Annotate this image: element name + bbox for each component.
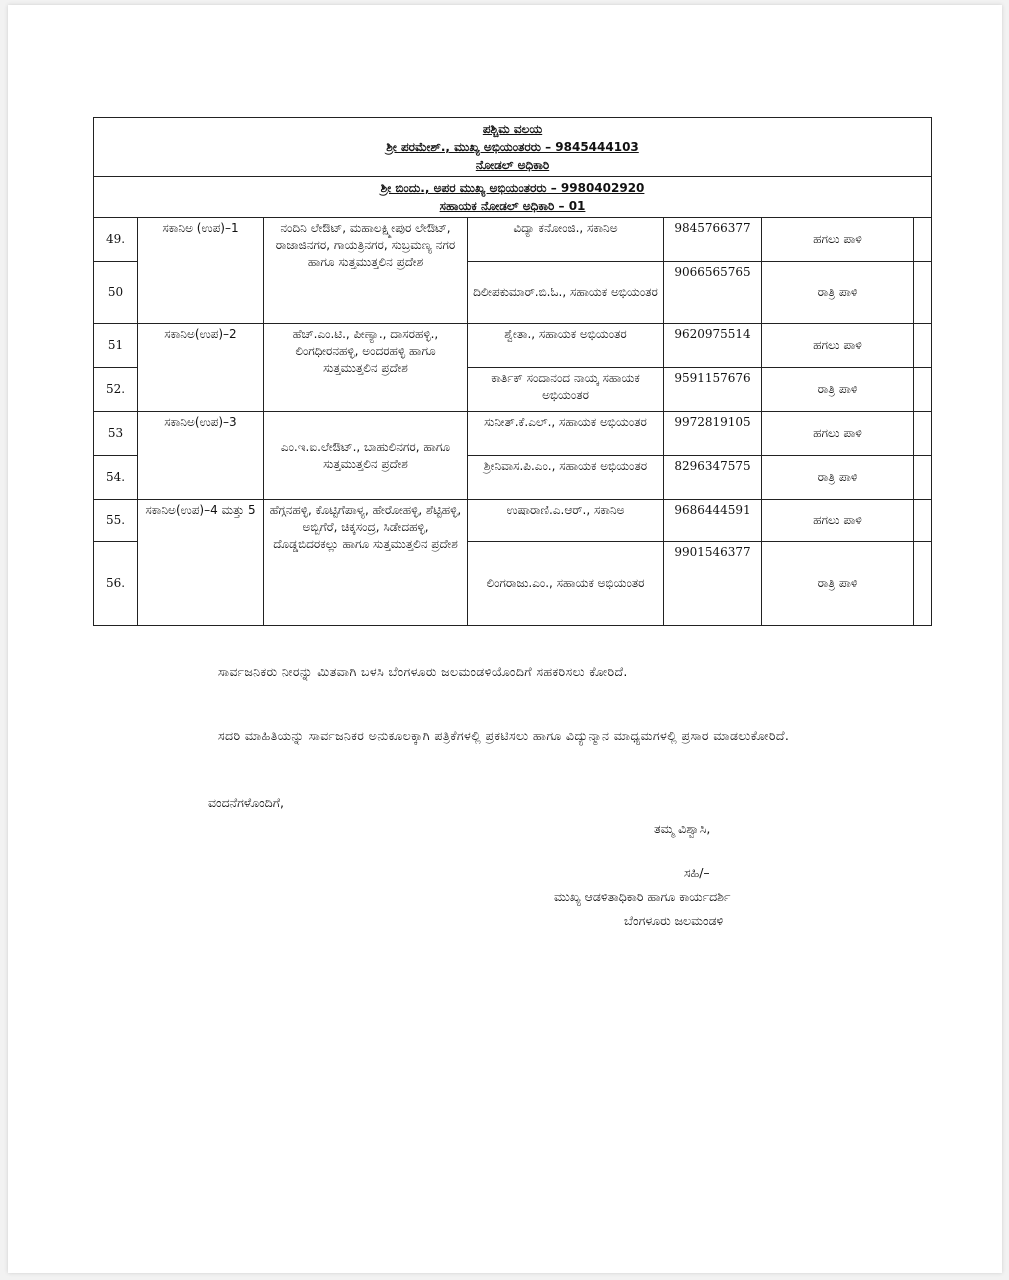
empty-cell <box>914 368 932 412</box>
unit-cell: ಸಕಾನಿಅ(ಉಪ)–4 ಮತ್ತು 5 <box>138 500 264 626</box>
table-row <box>94 412 932 456</box>
unit-cell: ಸಕಾನಿಅ (ಉಪ)–1 <box>138 218 264 324</box>
row-number: 52. <box>94 368 138 412</box>
request-paragraph: ಸಾರ್ವಜನಿಕರು ನೀರನ್ನು ಮಿತವಾಗಿ ಬಳಸಿ ಬೆಂಗಳೂರು ಜಲಮಂಡಳಿಯೊಂದಿಗೆ ಸಹಕರಿಸಲು ಕೋರಿದೆ. <box>218 664 628 679</box>
area-cell: ಎಂ.ಇ.ಐ.ಲೇಔಟ್., ಬಾಹುಲಿನಗರ, ಹಾಗೂ ಸುತ್ತಮುತ್ತಲಿನ ಪ್ರದೇಶ <box>264 412 468 500</box>
row-number: 55. <box>94 500 138 542</box>
document-page <box>8 5 1002 1273</box>
empty-cell <box>914 456 932 500</box>
shift-cell: ಹಗಲು ಪಾಳಿ <box>762 324 914 368</box>
unit-cell: ಸಕಾನಿಅ(ಉಪ)–2 <box>138 324 264 412</box>
chief-engineer: ಶ್ರೀ ಪರಮೇಶ್., ಮುಖ್ಯ ಅಭಿಯಂತರರು – 9845444103 <box>386 140 639 154</box>
officer-cell: ವಿದ್ಯಾ ಕನೋಂಜಿ., ಸಕಾನಿಅ <box>468 218 664 262</box>
row-number: 50 <box>94 262 138 324</box>
phone-cell: 9845766377 <box>664 218 762 262</box>
row-number: 51 <box>94 324 138 368</box>
empty-cell <box>914 412 932 456</box>
table-row <box>94 324 932 368</box>
area-cell: ಹೆಗ್ಗನಹಳ್ಳಿ, ಕೊಟ್ಟಿಗೆಪಾಳ್ಯ, ಹೇರೋಹಳ್ಳಿ, ಶೆಟ್ಟಿಹಳ್ಳಿ, ಅಬ್ಬಿಗೆರೆ, ಚಿಕ್ಕಸಂದ್ರ, ಸಿಡೇದಹಳ್ಳಿ, ದೊಡ್ಡಬಿದರಕಲ್ಲು ಹಾಗೂ ಸುತ್ತಮುತ್ತಲಿನ ಪ್ರದೇಶ <box>264 500 468 626</box>
area-cell: ನಂದಿನಿ ಲೇಔಟ್, ಮಹಾಲಕ್ಷ್ಮೀಪುರ ಲೇಔಟ್, ರಾಜಾಜಿನಗರ, ಗಾಯತ್ರಿನಗರ, ಸುಬ್ರಮಣ್ಯ ನಗರ ಹಾಗೂ ಸುತ್ತಮುತ್ತಲಿನ ಪ್ರದೇಶ <box>264 218 468 324</box>
zone-title: ಪಶ್ಚಿಮ ವಲಯ <box>482 122 543 136</box>
phone-cell: 9972819105 <box>664 412 762 456</box>
phone-cell: 9591157676 <box>664 368 762 412</box>
table-row <box>94 218 932 262</box>
officer-cell: ಲಿಂಗರಾಜು.ಎಂ., ಸಹಾಯಕ ಅಭಿಯಂತರ <box>468 542 664 626</box>
officer-cell: ಶ್ವೇತಾ., ಸಹಾಯಕ ಅಭಿಯಂತರ <box>468 324 664 368</box>
officer-cell: ದಿಲೀಪಕುಮಾರ್.ಬಿ.ಓ., ಸಹಾಯಕ ಅಭಿಯಂತರ <box>468 262 664 324</box>
shift-cell: ರಾತ್ರಿ ಪಾಳಿ <box>762 368 914 412</box>
assistant-nodal-title: ಸಹಾಯಕ ನೋಡಲ್ ಅಧಿಕಾರಿ – 01 <box>439 199 586 213</box>
shift-cell: ರಾತ್ರಿ ಪಾಳಿ <box>762 262 914 324</box>
nodal-officer: ಶ್ರೀ ಬಿಂದು., ಅಪರ ಮುಖ್ಯ ಅಭಿಯಂತರರು – 9980402920 <box>380 181 645 195</box>
officer-cell: ಉಷಾರಾಣಿ.ಎ.ಆರ್., ಸಕಾನಿಅ <box>468 500 664 542</box>
phone-cell: 9901546377 <box>664 542 762 626</box>
empty-cell <box>914 500 932 542</box>
phone-cell: 9620975514 <box>664 324 762 368</box>
closing: ತಮ್ಮ ವಿಶ್ವಾಸಿ, <box>654 821 711 836</box>
shift-cell: ರಾತ್ರಿ ಪಾಳಿ <box>762 456 914 500</box>
organization-name: ಬೆಂಗಳೂರು ಜಲಮಂಡಳಿ <box>624 913 724 928</box>
nodal-officer-row <box>94 177 932 218</box>
phone-cell: 9066565765 <box>664 262 762 324</box>
empty-cell <box>914 324 932 368</box>
row-number: 49. <box>94 218 138 262</box>
phone-cell: 8296347575 <box>664 456 762 500</box>
zone-header <box>94 118 932 177</box>
signature: ಸಹಿ/– <box>684 865 710 880</box>
officer-cell: ಶ್ರೀನಿವಾಸ.ಪಿ.ಎಂ., ಸಹಾಯಕ ಅಭಿಯಂತರ <box>468 456 664 500</box>
phone-cell: 9686444591 <box>664 500 762 542</box>
nodal-officer-title: ನೋಡಲ್ ಅಧಿಕಾರಿ <box>475 158 550 172</box>
unit-cell: ಸಕಾನಿಅ(ಉಪ)–3 <box>138 412 264 500</box>
shift-cell: ಹಗಲು ಪಾಳಿ <box>762 412 914 456</box>
row-number: 56. <box>94 542 138 626</box>
empty-cell <box>914 262 932 324</box>
row-number: 53 <box>94 412 138 456</box>
shift-cell: ರಾತ್ರಿ ಪಾಳಿ <box>762 542 914 626</box>
officer-cell: ಸುನೀತ್.ಕೆ.ಎಲ್., ಸಹಾಯಕ ಅಭಿಯಂತರ <box>468 412 664 456</box>
greeting: ವಂದನೆಗಳೊಂದಿಗೆ, <box>208 795 284 810</box>
table-row <box>94 500 932 542</box>
shift-cell: ಹಗಲು ಪಾಳಿ <box>762 218 914 262</box>
publication-paragraph: ಸದರಿ ಮಾಹಿತಿಯನ್ನು ಸಾರ್ವಜನಿಕರ ಅನುಕೂಲಕ್ಕಾಗಿ ಪತ್ರಿಕೆಗಳಲ್ಲಿ ಪ್ರಕಟಿಸಲು ಹಾಗೂ ವಿದ್ಯುನ್ಮಾನ ಮಾಧ್ಯಮಗಳಲ್ಲಿ ಪ್ರಸಾರ ಮಾಡಲುಕೋರಿದೆ. <box>218 728 790 743</box>
empty-cell <box>914 542 932 626</box>
officer-cell: ಕಾರ್ತಿಕ್ ಸಂದಾನಂದ ನಾಯ್ಕ ಸಹಾಯಕ ಅಭಿಯಂತರ <box>468 368 664 412</box>
area-cell: ಹೆಚ್.ಎಂ.ಟಿ., ಪೀಣ್ಯಾ., ದಾಸರಹಳ್ಳಿ., ಲಿಂಗಧೀರನಹಳ್ಳಿ, ಅಂದರಹಳ್ಳಿ ಹಾಗೂ ಸುತ್ತಮುತ್ತಲಿನ ಪ್ರದೇಶ <box>264 324 468 412</box>
row-number: 54. <box>94 456 138 500</box>
contact-table <box>93 117 932 626</box>
signatory-designation: ಮುಖ್ಯ ಆಡಳಿತಾಧಿಕಾರಿ ಹಾಗೂ ಕಾರ್ಯದರ್ಶಿ <box>554 889 731 904</box>
empty-cell <box>914 218 932 262</box>
shift-cell: ಹಗಲು ಪಾಳಿ <box>762 500 914 542</box>
